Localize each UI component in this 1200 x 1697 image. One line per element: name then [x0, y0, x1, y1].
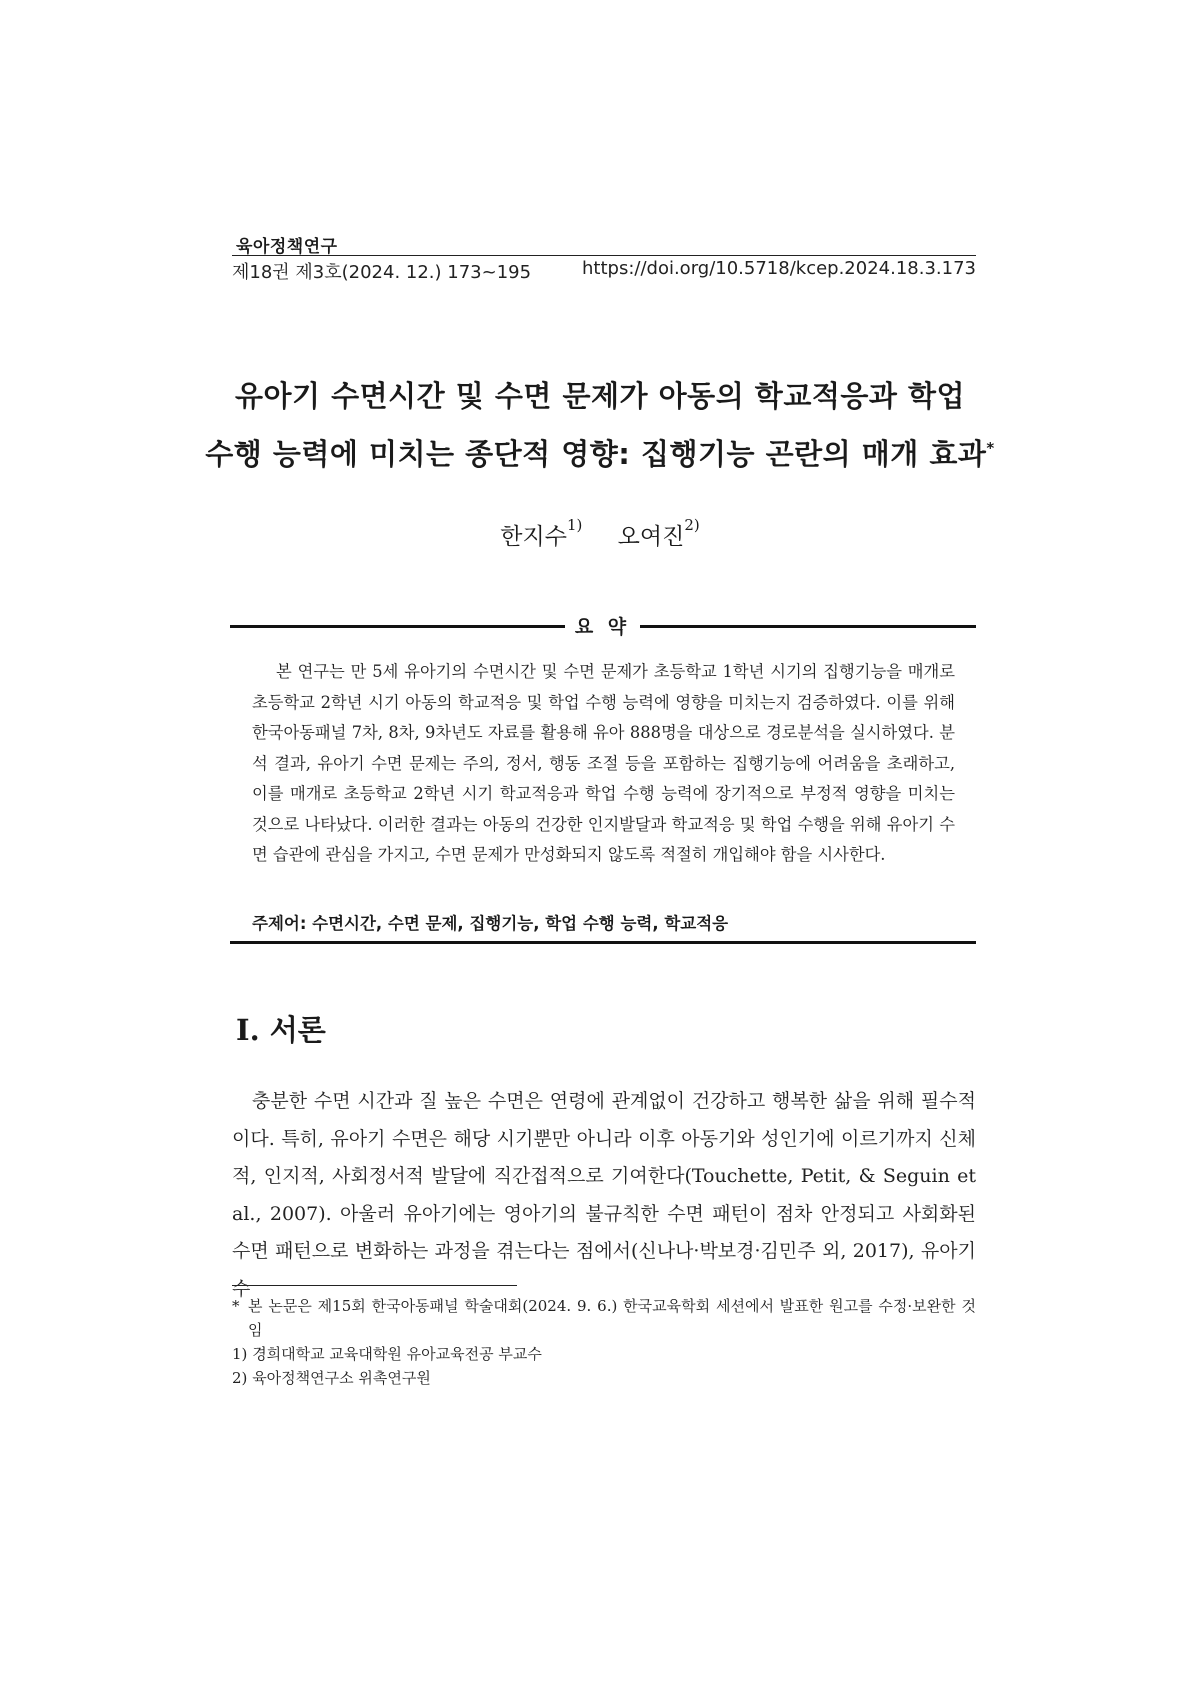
footnote	[232, 1294, 976, 1342]
title-line-2	[200, 425, 1000, 483]
journal-name: 육아정책연구	[236, 237, 338, 257]
title-footnote-mark[interactable]: *	[986, 439, 995, 457]
footnote-divider	[232, 1285, 517, 1286]
footnote	[232, 1342, 976, 1366]
doi-link[interactable]: https://doi.org/10.5718/kcep.2024.18.3.173	[582, 258, 976, 279]
abstract-rule-left	[230, 625, 565, 628]
abstract-rule-right	[640, 625, 976, 628]
author-name: 오여진	[617, 524, 685, 550]
abstract-body: 본 연구는 만 5세 유아기의 수면시간 및 수면 문제가 초등학교 1학년 시기의 집행기능을 매개로 초등학교 2학년 시기 아동의 학교적응 및 학업 수행 능력에 영향을 미치는지 검증하였다. 이를 위해 한국아동패널 7차, 8차, 9차년도 자료를 활용해 유아 888명을 대상으로 경로분석을 실시하였다. 분석 결과, 유아기 수면 문제는 주의, 정서, 행동 조절 등을 포함하는 집행기능에 어려움을 초래하고, 이를 매개로 초등학교 2학년 시기 학교적응과 학업 수행 능력에 장기적으로 부정적 영향을 미치는 것으로 나타났다. 이러한 결과는 아동의 건강한 인지발달과 학교적응 및 학업 수행을 위해 유아기 수면 습관에 관심을 가지고, 수면 문제가 만성화되지 않도록 적절히 개입해야 함을 시사한다.	[252, 662, 955, 864]
keywords: 주제어: 수면시간, 수면 문제, 집행기능, 학업 수행 능력, 학교적응	[252, 914, 729, 933]
author-footnote-mark[interactable]: 2)	[684, 516, 700, 534]
title-line-2-text: 수행 능력에 미치는 종단적 영향: 집행기능 곤란의 매개 효과	[205, 437, 987, 471]
author	[500, 516, 583, 550]
title-line-1: 유아기 수면시간 및 수면 문제가 아동의 학교적응과 학업	[235, 379, 965, 413]
footnote-text: 육아정책연구소 위촉연구원	[252, 1369, 431, 1387]
author-name: 한지수	[500, 524, 567, 550]
author-list	[300, 518, 900, 551]
footnote-mark: 2)	[232, 1369, 248, 1387]
footnote-mark: *	[232, 1297, 240, 1315]
footnote-mark: 1)	[232, 1345, 248, 1363]
abstract-label: 요 약	[574, 616, 631, 638]
footnotes	[232, 1294, 976, 1390]
header-divider	[232, 255, 976, 256]
section-heading: Ⅰ. 서론	[236, 1013, 326, 1047]
footnote-text: 경희대학교 교육대학원 유아교육전공 부교수	[252, 1345, 542, 1363]
article-title	[200, 367, 1000, 483]
abstract-bottom-rule	[230, 941, 976, 944]
header-meta	[232, 258, 976, 284]
body-paragraph: 충분한 수면 시간과 질 높은 수면은 연령에 관계없이 건강하고 행복한 삶을 위해 필수적이다. 특히, 유아기 수면은 해당 시기뿐만 아니라 이후 아동기와 성인기에 이르기까지 신체적, 인지적, 사회정서적 발달에 직간접적으로 기여한다(Touchette, Petit, & Seguin et al., 2007). 아울러 유아기에는 영아기의 불규칙한 수면 패턴이 점차 안정되고 사회화된 수면 패턴으로 변화하는 과정을 겪는다는 점에서(신나나·박보경·김민주 외, 2017), 유아기 수	[232, 1090, 976, 1300]
volume-info: 제18권 제3호(2024. 12.) 173~195	[232, 262, 532, 283]
footnote-text: 본 논문은 제15회 한국아동패널 학술대회(2024. 9. 6.) 한국교육학회 세션에서 발표한 원고를 수정·보완한 것임	[248, 1297, 976, 1339]
footnote	[232, 1366, 976, 1390]
author-footnote-mark[interactable]: 1)	[566, 516, 583, 534]
author	[617, 516, 700, 550]
